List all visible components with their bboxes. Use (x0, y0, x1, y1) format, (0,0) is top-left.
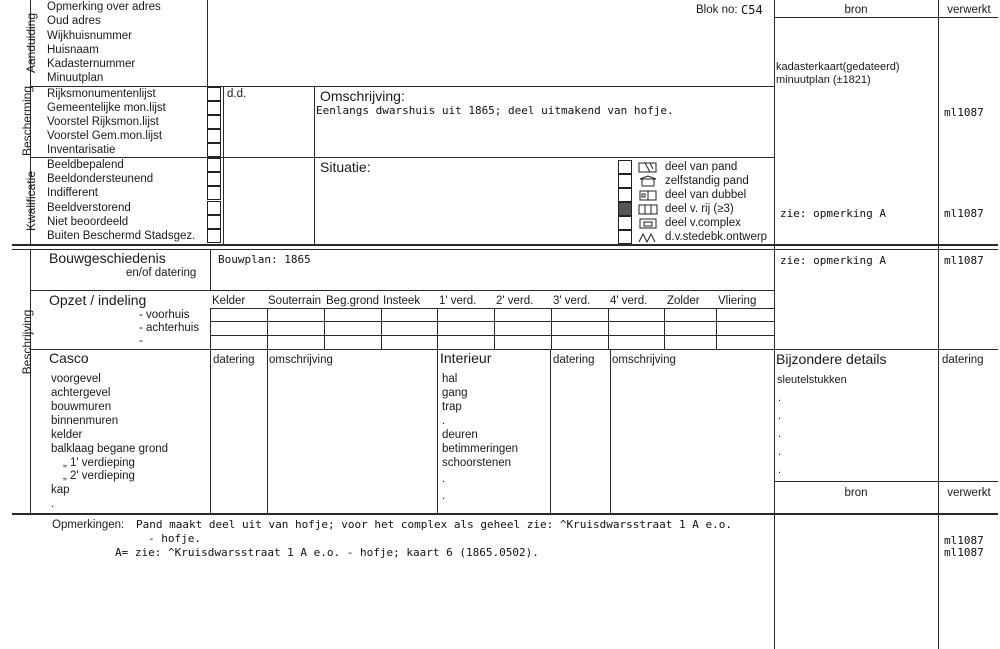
label-beeldondersteunend: Beeldondersteunend (47, 173, 154, 185)
label-huisnaam: Huisnaam (47, 44, 99, 56)
zelfstandig-pand-icon (638, 175, 658, 187)
divider (774, 481, 998, 482)
interieur-item: trap (442, 401, 462, 413)
divider (30, 157, 774, 158)
deel-v-complex-icon (638, 217, 658, 229)
divider (267, 349, 268, 513)
label-inventarisatie: Inventarisatie (47, 144, 116, 156)
checkbox-inventarisatie[interactable] (207, 143, 221, 157)
divider (550, 349, 551, 513)
deel-v-rij-icon (638, 203, 658, 215)
interieur-item: schoorstenen (442, 457, 512, 469)
casco-item: . (51, 498, 55, 510)
bijzondere-item: . (778, 410, 782, 422)
label-gemeentelijke: Gemeentelijke mon.lijst (47, 102, 166, 114)
opzet-col-3-verd: 3' verd. (553, 295, 591, 307)
deel-van-dubbel-icon (638, 189, 658, 201)
divider (324, 308, 325, 349)
divider (610, 349, 611, 513)
divider (210, 308, 774, 309)
bouwgeschiedenis-title: Bouwgeschiedenis (49, 250, 166, 266)
label-minuutplan: Minuutplan (47, 72, 104, 84)
checkbox-deel-v-complex[interactable] (618, 216, 632, 230)
bijzondere-verwerkt: verwerkt (947, 487, 991, 499)
divider (210, 349, 211, 513)
interieur-item: . (442, 473, 446, 485)
opmerkingen-line3: A= zie: ^Kruisdwarsstraat 1 A e.o. - hofje; kaart 6 (1865.0502). (115, 546, 539, 559)
casco-item: „ 2' verdieping (63, 470, 135, 482)
label-beeldverstorend: Beeldverstorend (47, 202, 131, 214)
kwalificatie-verwerkt: ml1087 (944, 207, 984, 220)
divider (12, 513, 998, 515)
situatie-deel-van-dubbel: deel van dubbel (665, 189, 747, 201)
label-indifferent: Indifferent (47, 187, 98, 199)
divider (938, 0, 939, 649)
interieur-title: Interieur (440, 350, 492, 366)
casco-title: Casco (49, 350, 89, 366)
checkbox-stedebk-ontwerp[interactable] (618, 230, 632, 244)
interieur-item: . (442, 490, 446, 502)
divider (774, 0, 775, 649)
checkbox-beeldverstorend[interactable] (207, 201, 221, 215)
casco-item: binnenmuren (51, 415, 119, 427)
interieur-item: gang (442, 387, 468, 399)
label-kadasternummer: Kadasternummer (47, 58, 136, 70)
situatie-stedebk-ontwerp: d.v.stedebk.ontwerp (665, 231, 768, 243)
divider (210, 249, 211, 290)
checkbox-buiten-beschermd[interactable] (207, 229, 221, 243)
deel-van-pand-icon (638, 161, 658, 173)
divider (716, 308, 717, 349)
bron-minuutplan: minuutplan (±1821) (776, 74, 871, 86)
casco-datering-header: datering (213, 354, 255, 366)
bijzondere-title: Bijzondere details (776, 351, 887, 367)
opmerkingen-line1: Pand maakt deel uit van hofje; voor het complex als geheel zie: ^Kruisdwarsstraat 1 A e.o. (136, 518, 733, 531)
bijzondere-item: . (778, 428, 782, 440)
opzet-row-achterhuis: - achterhuis (139, 322, 200, 334)
bouw-verwerkt: ml1087 (944, 254, 984, 267)
section-label-beschrijving: Beschrijving (20, 309, 34, 375)
checkbox-deel-van-pand[interactable] (618, 160, 632, 174)
casco-item: kelder (51, 429, 83, 441)
casco-item: „ 1' verdieping (63, 457, 135, 469)
dd-label: d.d. (227, 88, 247, 100)
divider (664, 308, 665, 349)
checkbox-voorstel-rijk[interactable] (207, 115, 221, 129)
stedebk-ontwerp-icon (638, 231, 658, 243)
opzet-col-vliering: Vliering (718, 295, 757, 307)
casco-item: balklaag begane grond (51, 443, 169, 455)
omschrijving-text: Eenlangs dwarshuis uit 1865; deel uitmakend van hofje. (316, 104, 674, 117)
label-niet-beoordeeld: Niet beoordeeld (47, 216, 129, 228)
divider (30, 349, 998, 350)
divider (774, 17, 998, 18)
situatie-title: Situatie: (320, 159, 371, 175)
section-label-kwalificatie: Kwalificatie (24, 170, 38, 232)
bron-kadasterkaart: kadasterkaart(gedateerd) (776, 61, 900, 73)
omschrijving-title: Omschrijving: (320, 88, 405, 104)
checkbox-deel-v-rij[interactable] (618, 202, 632, 216)
checkbox-niet-beoordeeld[interactable] (207, 215, 221, 229)
opzet-col-zolder: Zolder (667, 295, 700, 307)
situatie-deel-v-rij: deel v. rij (≥3) (665, 203, 734, 215)
divider (267, 308, 268, 349)
opzet-col-4-verd: 4' verd. (610, 295, 648, 307)
divider (207, 0, 208, 86)
checkbox-gemeentelijk[interactable] (207, 101, 221, 115)
opmerkingen-line2: - hofje. (148, 532, 201, 545)
opzet-col-2-verd: 2' verd. (496, 295, 534, 307)
checkbox-zelfstandig-pand[interactable] (618, 174, 632, 188)
bijzondere-item: . (778, 464, 782, 476)
divider (437, 308, 438, 349)
divider (437, 349, 438, 513)
divider (223, 86, 224, 244)
verwerkt-header: verwerkt (947, 4, 991, 16)
interieur-item: . (442, 415, 446, 427)
label-opmerking-over-adres: Opmerking over adres (47, 1, 161, 13)
situatie-zelfstandig-pand: zelfstandig pand (665, 175, 749, 187)
divider (608, 308, 609, 349)
section-label-aanduiding: Aanduiding (24, 12, 38, 74)
checkbox-voorstel-gem[interactable] (207, 129, 221, 143)
divider (210, 335, 774, 336)
blok-value: C54 (741, 3, 763, 17)
bron-header: bron (844, 4, 868, 16)
opmerkingen-label: Opmerkingen: (52, 519, 125, 531)
situatie-deel-v-complex: deel v.complex (665, 217, 741, 229)
opmerkingen-verwerkt-1: ml1087 (944, 534, 984, 547)
interieur-item: hal (442, 373, 458, 385)
opzet-col-insteek: Insteek (383, 295, 421, 307)
label-rijksmonumentenlijst: Rijksmonumentenlijst (47, 88, 156, 100)
en-of-datering: en/of datering (126, 267, 197, 279)
bijzondere-item: . (778, 392, 782, 404)
divider (210, 308, 211, 349)
label-voorstel-rijksmon: Voorstel Rijksmon.lijst (47, 116, 159, 128)
label-buiten-beschermd: Buiten Beschermd Stadsgez. (47, 230, 196, 242)
interieur-item: deuren (442, 429, 478, 441)
divider (210, 321, 774, 322)
interieur-datering-header: datering (553, 354, 595, 366)
opzet-row-empty: - (139, 335, 143, 347)
casco-item: voorgevel (51, 373, 101, 385)
checkbox-beeldondersteunend[interactable] (207, 172, 221, 186)
divider (381, 308, 382, 349)
bijzondere-bron: bron (844, 487, 868, 499)
bijzondere-item: sleutelstukken (777, 374, 847, 386)
checkbox-rijksmonument[interactable] (207, 87, 221, 101)
divider (12, 244, 998, 246)
divider (314, 86, 315, 244)
situatie-deel-van-pand: deel van pand (665, 161, 738, 173)
label-wijkhuisnummer: Wijkhuisnummer (47, 30, 132, 42)
checkbox-beeldbepalend[interactable] (207, 158, 221, 172)
bouw-zie: zie: opmerking A (780, 254, 886, 267)
casco-item: kap (51, 484, 70, 496)
interieur-item: betimmeringen (442, 443, 519, 455)
casco-item: achtergevel (51, 387, 111, 399)
divider (30, 290, 774, 291)
label-voorstel-gemmon: Voorstel Gem.mon.lijst (47, 130, 163, 142)
section-label-bescherming: Bescherming (20, 85, 34, 157)
opmerkingen-verwerkt-2: ml1087 (944, 546, 984, 559)
divider (494, 308, 495, 349)
label-oud-adres: Oud adres (47, 15, 101, 27)
bescherming-verwerkt: ml1087 (944, 106, 984, 119)
opzet-row-voorhuis: - voorhuis (139, 309, 190, 321)
casco-item: bouwmuren (51, 401, 112, 413)
opzet-col-1-verd: 1' verd. (439, 295, 477, 307)
interieur-omschrijving-header: omschrijving (612, 354, 676, 366)
bouwplan-text: Bouwplan: 1865 (218, 253, 311, 266)
kwalificatie-zie: zie: opmerking A (780, 207, 886, 220)
checkbox-deel-van-dubbel[interactable] (618, 188, 632, 202)
checkbox-indifferent[interactable] (207, 186, 221, 200)
divider (551, 308, 552, 349)
opzet-col-kelder: Kelder (212, 295, 246, 307)
opzet-title: Opzet / indeling (49, 292, 147, 308)
label-beeldbepalend: Beeldbepalend (47, 159, 124, 171)
casco-omschrijving-header: omschrijving (269, 354, 333, 366)
opzet-col-souterrain: Souterrain (268, 295, 322, 307)
bijzondere-datering-header: datering (942, 354, 984, 366)
blok-label: Blok no: (696, 4, 738, 16)
opzet-col-beggrond: Beg.grond (326, 295, 380, 307)
bijzondere-item: . (778, 446, 782, 458)
